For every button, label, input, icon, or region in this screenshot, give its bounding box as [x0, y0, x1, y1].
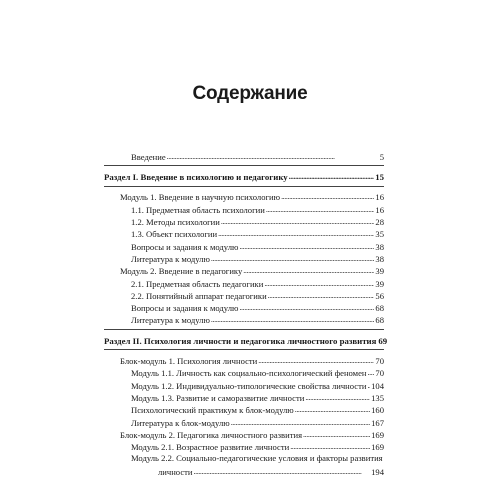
- toc-entry-label: Модуль 2.2. Социально-педагогические условия и факторы развития: [131, 452, 383, 463]
- toc-entry[interactable]: [104, 453, 384, 478]
- toc-entry[interactable]: [104, 264, 384, 276]
- toc-entry-label: 1.1. Предметная область психологии: [131, 204, 265, 215]
- toc-page-number: 69: [378, 335, 388, 346]
- toc-entry-label: 2.2. Понятийный аппарат педагогики: [131, 290, 267, 301]
- toc-entry-label: 2.1. Предметная область педагогики: [131, 278, 264, 289]
- toc-page-number: 70: [375, 368, 384, 379]
- toc-entry[interactable]: [104, 191, 384, 203]
- toc-entry[interactable]: [104, 289, 384, 301]
- toc-page-number: 38: [375, 241, 384, 252]
- toc-entry-label: Модуль 2.1. Возрастное развитие личности: [131, 442, 290, 453]
- toc-entry-label: Блок-модуль 2. Педагогика личностного развития: [120, 429, 303, 440]
- toc-entry[interactable]: [104, 215, 384, 227]
- toc-entry-label: Литература к модулю: [131, 253, 210, 264]
- dot-leader: [281, 193, 374, 203]
- toc-page-number: 169: [371, 442, 384, 453]
- dot-leader: [243, 267, 374, 277]
- toc-entry-label-continued: личности: [158, 466, 193, 477]
- dot-leader: [194, 467, 371, 477]
- toc-page-number: 35: [375, 229, 384, 240]
- dot-leader: [305, 393, 370, 403]
- toc-page-number: 28: [375, 217, 384, 228]
- toc-entry-label: Вопросы и задания к модулю: [131, 303, 239, 314]
- dot-leader: [239, 242, 374, 252]
- dot-leader: [239, 304, 374, 314]
- toc-entry[interactable]: [104, 203, 384, 215]
- toc-entry[interactable]: [104, 379, 384, 391]
- toc-page-number: 68: [375, 303, 384, 314]
- toc-page-number: 38: [375, 253, 384, 264]
- toc-page-number: 16: [375, 204, 384, 215]
- dot-leader: [258, 356, 374, 366]
- toc-page-number: 194: [371, 466, 384, 477]
- toc-page-number: 5: [379, 151, 384, 162]
- toc-entry-label: 1.3. Объект психологии: [131, 229, 218, 240]
- dot-leader: [289, 173, 375, 183]
- toc-entry-label: Модуль 1. Введение в научную психологию: [120, 192, 281, 203]
- toc-entry-label: Литература к модулю: [131, 315, 210, 326]
- section-divider: [104, 165, 384, 166]
- dot-leader: [303, 430, 370, 440]
- toc-page-number: 167: [371, 417, 384, 428]
- toc-entry[interactable]: [104, 240, 384, 252]
- dot-leader: [264, 279, 374, 289]
- toc-entry-label: Психологический практикум к блок-модулю: [131, 405, 294, 416]
- toc-entry[interactable]: [104, 416, 384, 428]
- toc-page-number: 39: [375, 266, 384, 277]
- toc-entry[interactable]: [104, 277, 384, 289]
- section-divider: [104, 349, 384, 350]
- dot-leader: [167, 152, 379, 162]
- toc-entry-label: Модуль 1.1. Личность как социально-психологический феномен: [131, 368, 367, 379]
- toc-entry[interactable]: [104, 366, 384, 378]
- toc-entry[interactable]: [104, 354, 384, 366]
- toc-page-number: 16: [375, 192, 384, 203]
- dot-leader: [266, 205, 375, 215]
- dot-leader: [221, 217, 375, 227]
- dot-leader: [218, 230, 374, 240]
- table-of-contents: [104, 150, 388, 477]
- toc-page-number: 160: [371, 405, 384, 416]
- toc-entry-label: Вопросы и задания к модулю: [131, 241, 239, 252]
- toc-page-number: 39: [375, 278, 384, 289]
- toc-entry[interactable]: [104, 391, 384, 403]
- dot-leader: [268, 291, 375, 301]
- toc-entry-label: Блок-модуль 1. Психология личности: [120, 356, 258, 367]
- section-divider: [104, 186, 384, 187]
- section-divider: [104, 329, 384, 330]
- dot-leader: [368, 369, 375, 379]
- toc-entry-label: Литература к блок-модулю: [131, 417, 230, 428]
- toc-entry[interactable]: [104, 301, 384, 313]
- toc-entry[interactable]: [104, 227, 384, 239]
- toc-entry[interactable]: [104, 440, 384, 452]
- toc-entry[interactable]: [104, 314, 384, 326]
- toc-page-number: 169: [371, 429, 384, 440]
- toc-page-number: 104: [371, 380, 384, 391]
- dot-leader: [211, 316, 375, 326]
- dot-leader: [231, 418, 370, 428]
- toc-entry-label: Введение: [131, 151, 166, 162]
- toc-entry-label: Модуль 1.2. Индивидуально-типологические свойства личности: [131, 380, 367, 391]
- toc-entry-label: Раздел II. Психология личности и педагогика личностного развития: [104, 335, 377, 346]
- toc-entry-label: Модуль 2. Введение в педагогику: [120, 266, 243, 277]
- toc-page-number: 15: [375, 172, 384, 183]
- toc-entry[interactable]: [104, 428, 384, 440]
- toc-page-number: 68: [375, 315, 384, 326]
- toc-entry[interactable]: [104, 150, 384, 162]
- toc-entry-label: Раздел I. Введение в психологию и педагогику: [104, 172, 288, 183]
- toc-entry-label: 1.2. Методы психологии: [131, 217, 220, 228]
- toc-entry[interactable]: [104, 403, 384, 415]
- toc-section[interactable]: [104, 334, 388, 346]
- toc-page-number: 70: [375, 356, 384, 367]
- dot-leader: [367, 381, 370, 391]
- toc-section[interactable]: [104, 170, 384, 182]
- page-title: Содержание: [192, 83, 308, 104]
- dot-leader: [211, 254, 375, 264]
- toc-entry[interactable]: [104, 252, 384, 264]
- toc-page-number: 135: [371, 392, 384, 403]
- dot-leader: [290, 443, 370, 453]
- toc-entry-label: Модуль 1.3. Развитие и саморазвитие личности: [131, 392, 305, 403]
- dot-leader: [295, 406, 370, 416]
- toc-page-number: 56: [375, 290, 384, 301]
